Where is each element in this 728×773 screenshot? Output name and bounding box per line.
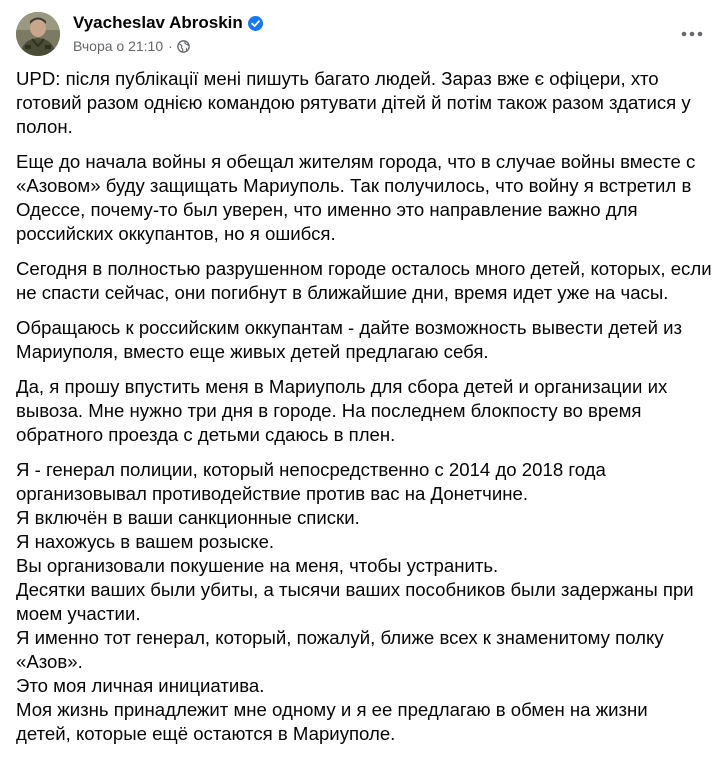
globe-icon[interactable] — [177, 40, 190, 53]
post-paragraph: UPD: після публікації мені пишуть багато людей. Зараз вже є офіцери, хто готовий разом однією командою рятувати дітей й потім також разом здатися у полон. — [16, 68, 691, 137]
more-options-icon[interactable] — [674, 16, 710, 52]
author-row — [73, 12, 263, 34]
post-paragraph: Еще до начала войны я обещал жителям города, что в случае войны вместе с «Азовом» буду защищать Мариуполь. Так получилось, что войну я встретил в Одессе, почему-то был уверен, что именно это направление важно для российских оккупантов, но я ошибся. — [16, 151, 696, 244]
post-paragraph: Обращаюсь к российским оккупантам - дайте возможность вывести детей из Мариуполя, вместо еще живых детей предлагаю себя. — [16, 317, 683, 362]
post-paragraph: Я - генерал полиции, который непосредственно с 2014 до 2018 года организовывал противодействие против вас на Донетчине. Я включён в ваши санкционные списки. Я нахожусь в вашем розыске. Вы организовали покушение на меня, чтобы устранить. Десятки ваших были убиты, а тысячи ваших пособников были задержаны при моем участии. Я именно тот генерал, который, пожалуй, ближе всех к знаменитому полку «Азов». Это моя личная инициатива. Моя жизнь принадлежит мне одному и я ее предлагаю в обмен на жизни детей, которые ещё остаются в Мариуполе. — [16, 459, 694, 744]
post-header — [16, 6, 712, 62]
verified-badge-icon — [248, 16, 263, 31]
author-avatar[interactable] — [16, 12, 60, 56]
post-paragraph: Сегодня в полностью разрушенном городе осталось много детей, которых, если не спасти сейчас, они погибнут в ближайшие дни, время идет уже на часы. — [16, 258, 712, 303]
meta-separator: · — [168, 38, 173, 54]
post-timestamp[interactable]: Вчора о 21:10 — [73, 38, 164, 54]
post-paragraph: Да, я прошу впустить меня в Мариуполь для сбора детей и организации их вывоза. Мне нужно три дня в городе. На последнем блокпосту во время обратного проезда с детьми сдаюсь в плен. — [16, 376, 668, 445]
post-meta — [73, 37, 190, 55]
author-name[interactable]: Vyacheslav Abroskin — [73, 13, 243, 32]
post-body — [16, 67, 716, 746]
